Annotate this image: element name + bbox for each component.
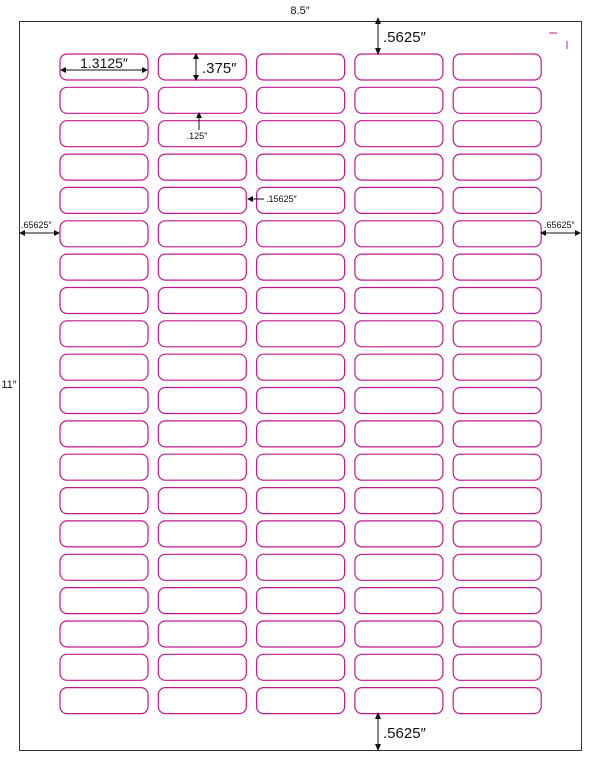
label-outline: [453, 121, 541, 147]
label-outline: [355, 654, 443, 680]
label-outline: [355, 54, 443, 80]
label-outline: [257, 554, 345, 580]
label-outline: [453, 321, 541, 347]
label-outline: [257, 654, 345, 680]
label-height-label: .375″: [202, 60, 237, 77]
label-outline: [355, 187, 443, 213]
label-outline: [453, 54, 541, 80]
label-outline: [355, 354, 443, 380]
label-height-dimension: [193, 53, 237, 81]
label-outline: [60, 254, 148, 280]
label-outline: [60, 154, 148, 180]
label-outline: [158, 488, 246, 514]
label-outline: [60, 321, 148, 347]
label-outline: [158, 388, 246, 414]
label-outline: [60, 488, 148, 514]
label-outline: [453, 87, 541, 113]
label-outline: [60, 221, 148, 247]
sheet-height-label: 11″: [1, 379, 17, 391]
label-outline: [453, 388, 541, 414]
label-outline: [355, 254, 443, 280]
label-outline: [355, 221, 443, 247]
label-outline: [60, 87, 148, 113]
right-margin-dimension: [540, 220, 581, 236]
label-outline: [60, 588, 148, 614]
label-outline: [257, 421, 345, 447]
corner-marks: [549, 33, 567, 49]
left-margin-dimension: [19, 220, 60, 236]
label-outline: [60, 521, 148, 547]
label-outline: [453, 454, 541, 480]
label-outline: [355, 521, 443, 547]
label-outline: [158, 421, 246, 447]
label-outline: [355, 488, 443, 514]
label-outline: [158, 154, 246, 180]
label-outline: [257, 288, 345, 314]
label-outline: [453, 654, 541, 680]
label-outline: [257, 254, 345, 280]
label-outline: [158, 588, 246, 614]
label-outline: [158, 321, 246, 347]
label-outline: [60, 187, 148, 213]
label-outline: [257, 354, 345, 380]
label-outline: [158, 621, 246, 647]
label-outline: [257, 154, 345, 180]
label-outline: [60, 454, 148, 480]
label-outline: [453, 254, 541, 280]
label-outline: [257, 521, 345, 547]
top-margin-dimension: [375, 17, 427, 55]
label-outline: [453, 688, 541, 714]
label-outline: [257, 54, 345, 80]
label-outline: [355, 154, 443, 180]
label-outline: [453, 354, 541, 380]
left-margin-label: .65625″: [21, 220, 52, 230]
label-outline: [355, 388, 443, 414]
label-outline: [257, 588, 345, 614]
sheet-width-label: 8.5″: [290, 5, 310, 17]
label-outline: [158, 221, 246, 247]
label-outline: [355, 554, 443, 580]
label-outline: [355, 87, 443, 113]
label-outline: [355, 621, 443, 647]
label-outline: [355, 288, 443, 314]
label-outline: [257, 321, 345, 347]
label-outline: [257, 87, 345, 113]
label-outline: [453, 288, 541, 314]
label-outline: [60, 121, 148, 147]
label-outline: [257, 688, 345, 714]
label-outline: [60, 421, 148, 447]
top-margin-label: .5625″: [383, 29, 426, 46]
label-outline: [158, 654, 246, 680]
label-outline: [453, 488, 541, 514]
label-outline: [355, 688, 443, 714]
label-width-label: 1.3125″: [80, 55, 128, 71]
label-outline: [60, 354, 148, 380]
label-outline: [60, 688, 148, 714]
horizontal-gap-dimension: [247, 194, 298, 204]
label-outline: [453, 187, 541, 213]
label-outline: [257, 621, 345, 647]
label-outline: [453, 154, 541, 180]
label-width-dimension: [60, 55, 148, 73]
bottom-margin-dimension: [375, 712, 427, 751]
label-outline: [453, 554, 541, 580]
label-outline: [158, 254, 246, 280]
label-outline: [158, 288, 246, 314]
vertical-gap-label: .125″: [186, 131, 208, 141]
label-outline: [257, 121, 345, 147]
label-outline: [355, 421, 443, 447]
label-outline: [453, 221, 541, 247]
label-outline: [453, 588, 541, 614]
label-outline: [453, 421, 541, 447]
label-outline: [453, 621, 541, 647]
label-grid: [60, 54, 541, 714]
label-outline: [60, 288, 148, 314]
label-outline: [257, 454, 345, 480]
label-outline: [158, 554, 246, 580]
label-outline: [158, 454, 246, 480]
right-margin-label: .65625″: [544, 220, 575, 230]
label-outline: [453, 521, 541, 547]
horizontal-gap-label: .15625″: [266, 194, 297, 204]
label-outline: [60, 554, 148, 580]
label-outline: [158, 354, 246, 380]
sheet-border: [20, 22, 582, 751]
label-outline: [257, 488, 345, 514]
label-outline: [355, 454, 443, 480]
vertical-gap-dimension: [187, 112, 209, 141]
label-outline: [158, 187, 246, 213]
label-outline: [355, 121, 443, 147]
label-outline: [158, 87, 246, 113]
label-outline: [60, 621, 148, 647]
label-outline: [355, 588, 443, 614]
label-outline: [158, 521, 246, 547]
bottom-margin-label: .5625″: [383, 725, 426, 742]
label-outline: [158, 688, 246, 714]
label-outline: [257, 388, 345, 414]
label-outline: [257, 221, 345, 247]
label-outline: [60, 654, 148, 680]
label-outline: [355, 321, 443, 347]
label-outline: [60, 388, 148, 414]
